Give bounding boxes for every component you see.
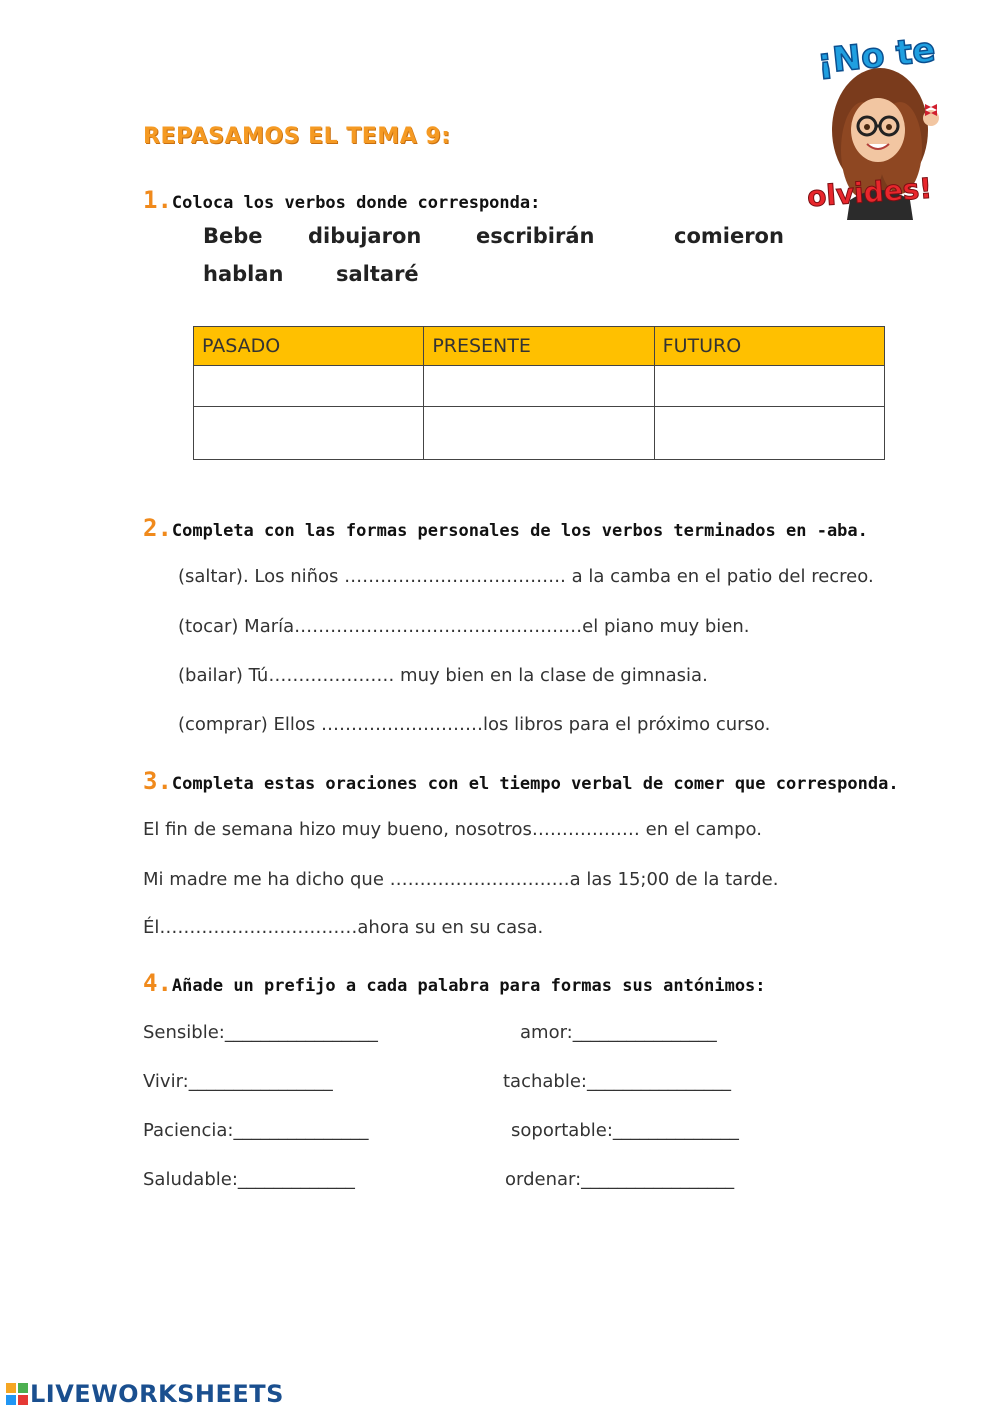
question-number: 1.: [143, 186, 172, 214]
verb-word[interactable]: comieron: [674, 224, 784, 248]
verb-word[interactable]: hablan: [203, 262, 284, 286]
prefix-answer-field[interactable]: amor:________________: [520, 1022, 717, 1043]
prefix-answer-field[interactable]: Saludable:_____________: [143, 1169, 355, 1190]
question-text: Completa con las formas personales de los verbos terminados en -aba.: [171, 521, 868, 541]
badge-line1: ¡No te: [815, 29, 938, 83]
drop-cell-pasado[interactable]: [194, 407, 424, 460]
drop-cell-presente[interactable]: [424, 407, 654, 460]
verb-word[interactable]: saltaré: [336, 262, 419, 286]
question-3-heading: [143, 767, 899, 795]
verb-word[interactable]: dibujaron: [308, 224, 422, 248]
question-2-heading: [143, 514, 868, 542]
table-header-futuro: FUTURO: [654, 327, 884, 366]
table-header-presente: PRESENTE: [424, 327, 654, 366]
verb-tense-table: [193, 326, 885, 460]
prefix-answer-field[interactable]: Paciencia:_______________: [143, 1120, 369, 1141]
fill-in-sentence[interactable]: (saltar). Los niños ………………………………. a la camba en el patio del recreo.: [178, 566, 874, 587]
prefix-answer-field[interactable]: tachable:________________: [503, 1071, 731, 1092]
question-number: 4.: [143, 969, 172, 997]
liveworksheets-logo: [6, 1380, 284, 1408]
drop-cell-futuro[interactable]: [654, 366, 884, 407]
reminder-sticker: [805, 30, 955, 220]
question-text: Añade un prefijo a cada palabra para formas sus antónimos:: [171, 976, 766, 996]
prefix-answer-field[interactable]: ordenar:_________________: [505, 1169, 735, 1190]
drop-cell-presente[interactable]: [424, 366, 654, 407]
fill-in-sentence[interactable]: Él……………………………ahora su en su casa.: [143, 917, 544, 938]
question-1-heading: [143, 186, 540, 214]
fill-in-sentence[interactable]: (comprar) Ellos ………………………los libros para el próximo curso.: [178, 714, 771, 735]
question-number: 3.: [143, 767, 172, 795]
brand-name: LIVEWORKSHEETS: [30, 1380, 284, 1408]
drop-cell-futuro[interactable]: [654, 407, 884, 460]
fill-in-sentence[interactable]: (bailar) Tú………………… muy bien en la clase de gimnasia.: [178, 665, 708, 686]
table-header-pasado: PASADO: [194, 327, 424, 366]
fill-in-sentence[interactable]: (tocar) María…………………………………………el piano muy bien.: [178, 616, 750, 637]
prefix-answer-field[interactable]: Vivir:________________: [143, 1071, 333, 1092]
page-title: REPASAMOS EL TEMA 9:: [143, 124, 451, 149]
liveworksheets-grid-icon: [6, 1383, 28, 1405]
prefix-answer-field[interactable]: soportable:______________: [511, 1120, 739, 1141]
question-text: Coloca los verbos donde corresponda:: [171, 193, 541, 213]
fill-in-sentence[interactable]: El fin de semana hizo muy bueno, nosotros……………… en el campo.: [143, 819, 762, 840]
verb-word[interactable]: Bebe: [203, 224, 263, 248]
drop-cell-pasado[interactable]: [194, 366, 424, 407]
question-number: 2.: [143, 514, 172, 542]
fill-in-sentence[interactable]: Mi madre me ha dicho que …………………………a las 15;00 de la tarde.: [143, 869, 779, 890]
prefix-answer-field[interactable]: Sensible:_________________: [143, 1022, 378, 1043]
badge-line2: olvides!: [806, 171, 934, 214]
question-text: Completa estas oraciones con el tiempo verbal de comer que corresponda.: [171, 774, 899, 794]
verb-word[interactable]: escribirán: [476, 224, 595, 248]
question-4-heading: [143, 969, 766, 997]
